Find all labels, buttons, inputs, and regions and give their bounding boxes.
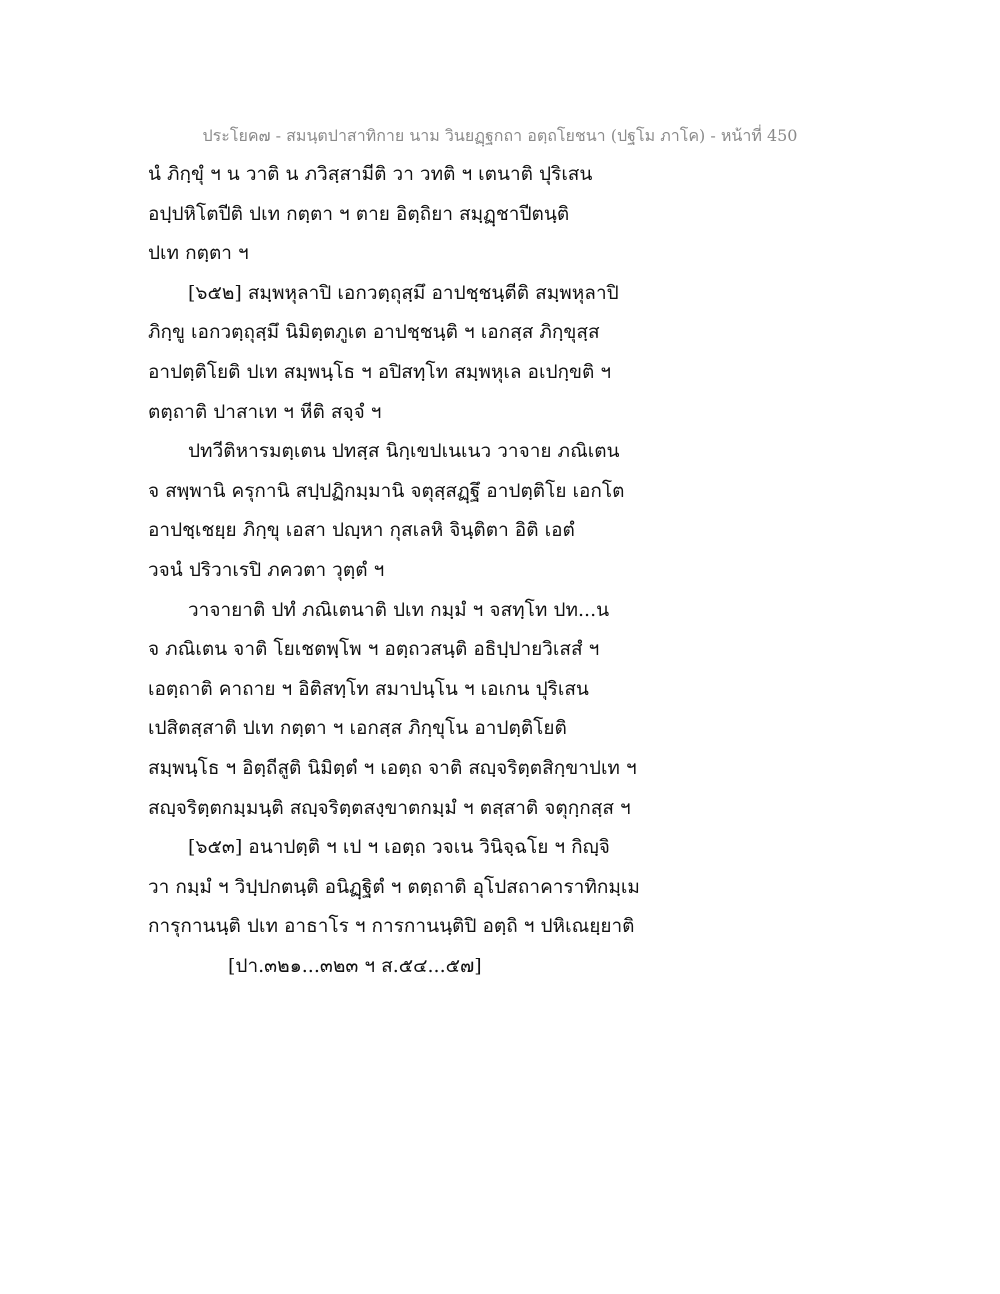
text-line: วาจายาติ ปทํ ภณิเตนาติ ปเท กมฺมํ ฯ จสทฺโท ปท...น bbox=[188, 598, 610, 621]
text-line: การุกานนฺติ ปเท อาธาโร ฯ การกานนฺติปิ อตฺถิ ฯ ปหิเณยฺยาติ bbox=[148, 915, 635, 938]
body-text bbox=[148, 158, 888, 989]
text-line: วา กมฺมํ ฯ วิปฺปกตนฺติ อนิฏฺฐิตํ ฯ ตตฺถาติ อุโปสถาคาราทิกมฺเม bbox=[148, 875, 640, 898]
text-line: สมฺพนฺโธ ฯ อิตฺถีสูติ นิมิตฺตํ ฯ เอตฺถ จาติ สญฺจริตฺตสิกฺขาปเท ฯ bbox=[148, 756, 637, 779]
text-line: นํ ภิกฺขุํ ฯ น วาติ น ภวิสฺสามีติ วา วทติ ฯ เตนาติ ปุริเสน bbox=[148, 163, 593, 185]
text-line: อาปชฺเชยฺย ภิกฺขุ เอสา ปญฺหา กุสเลหิ จินฺติตา อิติ เอตํ bbox=[148, 519, 575, 542]
text-line: ปเท กตฺตา ฯ bbox=[148, 242, 249, 265]
text-line: [๖๕๓] อนาปตฺติ ฯ เป ฯ เอตฺถ วจเน วินิจฺฉโย ฯ กิญฺจิ bbox=[188, 836, 610, 859]
text-line: เปสิตสฺสาติ ปเท กตฺตา ฯ เอกสฺส ภิกฺขุโน อาปตฺติโยติ bbox=[148, 717, 567, 740]
text-line: ปทวีติหารมตฺเตน ปทสฺส นิกฺเขปเนเนว วาจาย ภณิเตน bbox=[188, 440, 620, 463]
text-line: ภิกฺขู เอกวตฺถุสฺมึ นิมิตฺตภูเต อาปชฺชนฺติ ฯ เอกสฺส ภิกฺขุสฺส bbox=[148, 321, 600, 344]
page-header: ประโยค๗ - สมนฺตปาสาทิกาย นาม วินยฏฺฐกถา อตฺถโยชนา (ปฐโม ภาโค) - หน้าที่ 450 bbox=[202, 126, 798, 145]
text-line: ตตฺถาติ ปาสาเท ฯ หีติ สจฺจํ ฯ bbox=[148, 400, 382, 423]
text-line: เอตฺถาติ คาถาย ฯ อิติสทฺโท สมาปนฺโน ฯ เอเกน ปุริเสน bbox=[148, 677, 589, 700]
text-line: อาปตฺติโยติ ปเท สมฺพนฺโธ ฯ อปิสทฺโท สมฺพหุเล อเปกฺขติ ฯ bbox=[148, 360, 612, 383]
text-line: [๖๕๒] สมฺพหุลาปิ เอกวตฺถุสฺมึ อาปชฺชนฺตีติ สมฺพหุลาปิ bbox=[188, 281, 619, 304]
text-line: จ ภณิเตน จาติ โยเชตพฺโพ ฯ อตฺถวสนฺติ อธิปฺปายวิเสสํ ฯ bbox=[148, 638, 600, 661]
reference-line: [ปา.๓๒๑...๓๒๓ ฯ ส.๕๔...๕๗] bbox=[228, 954, 482, 977]
text-line: อปฺปหิโตปีติ ปเท กตฺตา ฯ ตาย อิตฺถิยา สมฺฏฺชาปีตนฺติ bbox=[148, 202, 570, 225]
text-line: จ สพฺพานิ ครุกานิ สปฺปฏิกมฺมานิ จตุสฺสฏฺฐึ อาปตฺติโย เอกโต bbox=[148, 479, 625, 502]
text-line: สญฺจริตฺตกมฺมนฺติ สญฺจริตฺตสงฺขาตกมฺมํ ฯ ตสฺสาติ จตุกฺกสฺส ฯ bbox=[148, 796, 631, 819]
text-line: วจนํ ปริวาเรปิ ภควตา วุตฺตํ ฯ bbox=[148, 558, 385, 581]
